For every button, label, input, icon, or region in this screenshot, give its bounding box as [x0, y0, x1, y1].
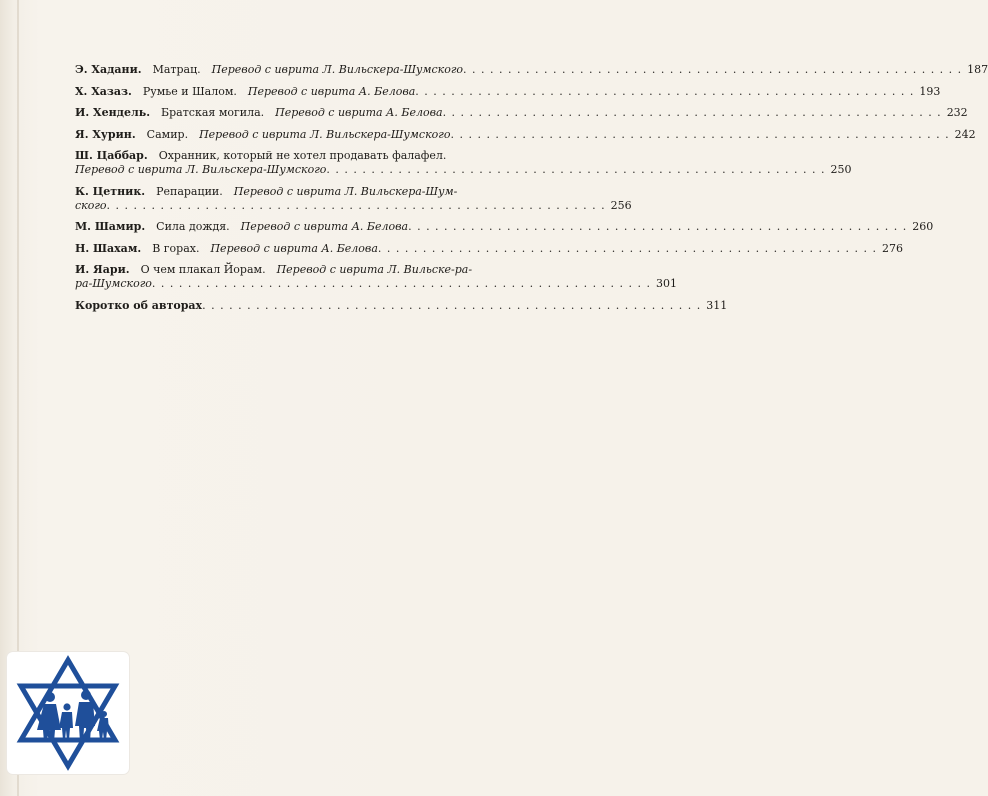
- entry-page-number: 232: [946, 106, 968, 119]
- entry-page-number: 301: [656, 277, 678, 290]
- entry-translation: Перевод с иврита Л. Вильскера-Шумского: [75, 163, 327, 176]
- toc-entry: [75, 84, 941, 99]
- toc-entry: [75, 220, 934, 234]
- entry-translation: Перевод с иврита А. Белова: [210, 241, 378, 255]
- entry-author: Я. Хурин.: [75, 127, 136, 141]
- entry-title: Сила дождя.: [156, 220, 230, 233]
- entry-translation: Перевод с иврита А. Белова: [247, 84, 416, 98]
- toc-entry: [75, 63, 988, 77]
- toc-entry: [75, 263, 678, 291]
- entry-page-number: 276: [882, 241, 903, 255]
- entry-page-number: 187: [967, 63, 988, 76]
- entry-title: Самир.: [146, 127, 189, 141]
- entry-translation: Перевод с иврита Л. Вильскера-Шумского: [211, 63, 464, 76]
- entry-author: И. Яари.: [75, 263, 130, 276]
- entry-title: Матрац.: [152, 63, 201, 76]
- entry-author: Ш. Цаббар.: [75, 149, 148, 162]
- entry-page-number: 193: [919, 84, 941, 98]
- about-authors-label: Коротко об авторах: [75, 299, 203, 312]
- entry-author: И. Хендель.: [75, 106, 151, 119]
- toc-entry: [75, 241, 903, 256]
- toc-entry-about-authors: [75, 299, 728, 313]
- entry-page-number: 260: [912, 220, 934, 233]
- entry-translation: Перевод с иврита А. Белова: [240, 220, 409, 233]
- entry-title: Румье и Шалом.: [142, 84, 237, 98]
- entry-title: Братская могила.: [161, 106, 265, 119]
- entry-page-number: 242: [954, 127, 976, 141]
- toc-entry: [75, 127, 976, 142]
- entry-title: О чем плакал Йорам.: [140, 263, 266, 276]
- entry-translation-part2: ра-Шумского: [75, 277, 152, 290]
- toc-entry: [75, 184, 632, 213]
- entry-page-number: 250: [830, 163, 852, 176]
- entry-title: Охранник, который не хотел продавать фалафел.: [158, 149, 447, 162]
- star-of-david-family-icon: [7, 652, 129, 774]
- entry-translation-part1: Перевод с иврита Л. Вильскера-Шум-: [233, 184, 458, 198]
- entry-translation: Перевод с иврита Л. Вильскера-Шумского: [199, 127, 451, 141]
- entry-translation-part2: ского: [75, 198, 107, 212]
- entry-author: Э. Хадани.: [75, 63, 142, 76]
- entry-translation-part1: Перевод с иврита Л. Вильске-ра-: [276, 263, 473, 276]
- toc-entry: [75, 149, 852, 177]
- entry-author: Н. Шахам.: [75, 241, 142, 255]
- table-of-contents: [75, 63, 988, 321]
- entry-author: М. Шамир.: [75, 220, 146, 233]
- entry-page-number: 311: [706, 299, 728, 312]
- entry-page-number: 256: [610, 198, 632, 212]
- entry-author: К. Цетник.: [75, 184, 146, 198]
- entry-author: Х. Хазаз.: [75, 84, 132, 98]
- entry-title: В горах.: [152, 241, 200, 255]
- toc-entry: [75, 106, 968, 120]
- entry-title: Репарации.: [156, 184, 223, 198]
- entry-translation: Перевод с иврита А. Белова: [275, 106, 443, 119]
